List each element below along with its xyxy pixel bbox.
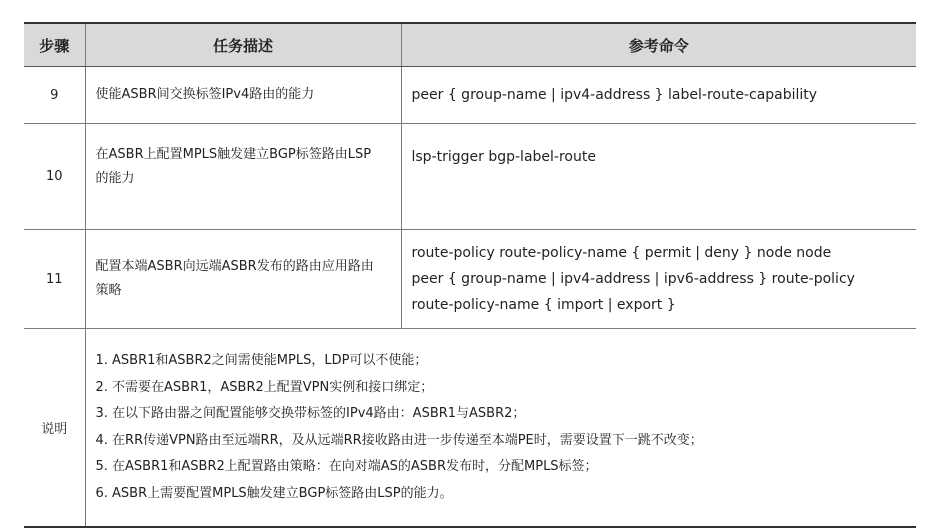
table-row (24, 230, 916, 329)
table-row (24, 124, 916, 230)
step-number: 10 (24, 124, 85, 230)
task-description (85, 67, 401, 124)
note-item: 6. ASBR上需要配置MPLS触发建立BGP标签路由LSP的能力。 (95, 485, 453, 501)
step-number: 11 (24, 230, 85, 329)
command-line: route-policy-name { import | export } (411, 297, 676, 313)
note-item: 1. ASBR1和ASBR2之间需使能MPLS，LDP可以不使能； (95, 353, 428, 368)
step-number: 9 (24, 67, 85, 124)
note-item: 3. 在以下路由器之间配置能够交换带标签的IPv4路由：ASBR1与ASBR2； (95, 406, 526, 421)
note-item: 5. 在ASBR1和ASBR2上配置路由策略：在向对端AS的ASBR发布时，分配MPLS标签； (95, 459, 598, 474)
reference-command (401, 124, 916, 230)
reference-command (401, 67, 916, 124)
reference-command (401, 230, 916, 329)
task-line: 的能力 (95, 170, 135, 186)
command-line: route-policy route-policy-name { permit | deny } node node (411, 245, 832, 261)
notes-content (85, 329, 916, 528)
config-steps-table-container (24, 22, 916, 528)
task-line: 配置本端ASBR向远端ASBR发布的路由应用路由 (95, 259, 374, 274)
task-line: 策略 (95, 283, 122, 298)
note-item: 4. 在RR传递VPN路由至远端RR，及从远端RR接收路由进一步传递至本端PE时，需要设置下一跳不改变； (95, 432, 703, 448)
task-description (85, 230, 401, 329)
header-row (24, 23, 916, 67)
task-text (96, 143, 391, 191)
notes-label: 说明 (24, 329, 85, 528)
note-item: 2. 不需要在ASBR1，ASBR2上配置VPN实例和接口绑定； (95, 379, 434, 395)
header-task-description: 任务描述 (85, 23, 401, 67)
notes-row (24, 329, 916, 528)
command-line: peer { group-name | ipv4-address | ipv6-address } route-policy (411, 271, 855, 287)
task-line: 使能ASBR间交换标签IPv4路由的能力 (95, 87, 315, 102)
command-line: peer { group-name | ipv4-address } label-route-capability (411, 87, 818, 103)
task-description (85, 124, 401, 230)
header-reference-command: 参考命令 (401, 23, 916, 67)
command-line: lsp-trigger bgp-label-route (411, 149, 596, 165)
table-row (24, 67, 916, 124)
task-line: 在ASBR上配置MPLS触发建立BGP标签路由LSP (95, 146, 372, 162)
config-steps-table (24, 22, 916, 528)
header-step: 步骤 (24, 23, 85, 67)
